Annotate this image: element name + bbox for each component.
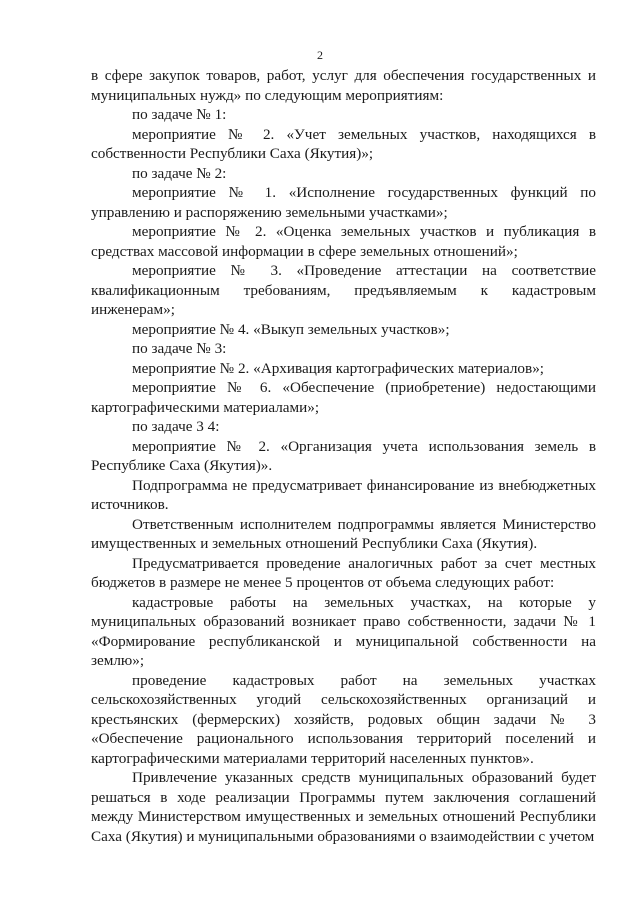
paragraph-measure: мероприятие № 6. «Обеспечение (приобретение) недостающими картографическими материалами»; bbox=[91, 379, 596, 416]
paragraph-task-2: по задаче № 2: bbox=[132, 164, 227, 182]
paragraph-municipal-funds: Привлечение указанных средств муниципальных образований будет решаться в ходе реализации Программы путем заключения соглашений между Министерством имущественных и земельных отношений Республики Саха (Якутия) и муниципальными образованиями о взаимодействии с учетом bbox=[91, 769, 596, 845]
paragraph-task-1: по задаче № 1: bbox=[132, 106, 227, 123]
paragraph-cadastral-works: кадастровые работы на земельных участках, на которые у муниципальных образований возникает право собственности, задачи № 1 «Формирование республиканской и муниципальной собственности на землю»; bbox=[91, 593, 596, 669]
paragraph-measure: мероприятие № 4. «Выкуп земельных участков»; bbox=[132, 320, 450, 338]
paragraph-measure: мероприятие № 3. «Проведение аттестации на соответствие квалификационным требованиям, предъявляемым к кадастровым инженерам»; bbox=[91, 262, 596, 318]
paragraph-intro: в сфере закупок товаров, работ, услуг для обеспечения государственных и муниципальных нужд» по следующим мероприятиям: bbox=[91, 67, 596, 104]
paragraph-task-3: по задаче № 3: bbox=[132, 340, 227, 357]
paragraph-task-4: по задаче 3 4: bbox=[132, 418, 220, 435]
page-number: 2 bbox=[317, 48, 323, 62]
paragraph-measure: мероприятие № 2. «Оценка земельных участков и публикация в средствах массовой информации в сфере земельных отношений»; bbox=[91, 223, 596, 260]
paragraph-financing: Подпрограмма не предусматривает финансирование из внебюджетных источников. bbox=[91, 476, 596, 513]
paragraph-executor: Ответственным исполнителем подпрограммы является Министерство имущественных и земельных отношений Республики Саха (Якутия). bbox=[91, 515, 596, 552]
document-body bbox=[91, 66, 596, 846]
paragraph-measure: мероприятие № 2. «Учет земельных участков, находящихся в собственности Республики Саха (Якутия)»; bbox=[91, 125, 596, 162]
paragraph-measure: мероприятие № 2. «Организация учета использования земель в Республике Саха (Якутия)». bbox=[91, 437, 596, 474]
paragraph-measure: мероприятие № 2. «Архивация картографических материалов»; bbox=[132, 359, 545, 377]
paragraph-local-budgets: Предусматривается проведение аналогичных работ за счет местных бюджетов в размере не менее 5 процентов от объема следующих работ: bbox=[91, 554, 596, 591]
paragraph-measure: мероприятие № 1. «Исполнение государственных функций по управлению и распоряжению земельными участками»; bbox=[91, 184, 596, 221]
paragraph-cadastral-works-agri: проведение кадастровых работ на земельных участках сельскохозяйственных угодий сельскохозяйственных организаций и крестьянских (фермерских) хозяйств, родовых общин задачи № 3 «Обеспечение рационального использования территорий поселений и картографическими материалами территорий населенных пунктов». bbox=[91, 671, 596, 767]
